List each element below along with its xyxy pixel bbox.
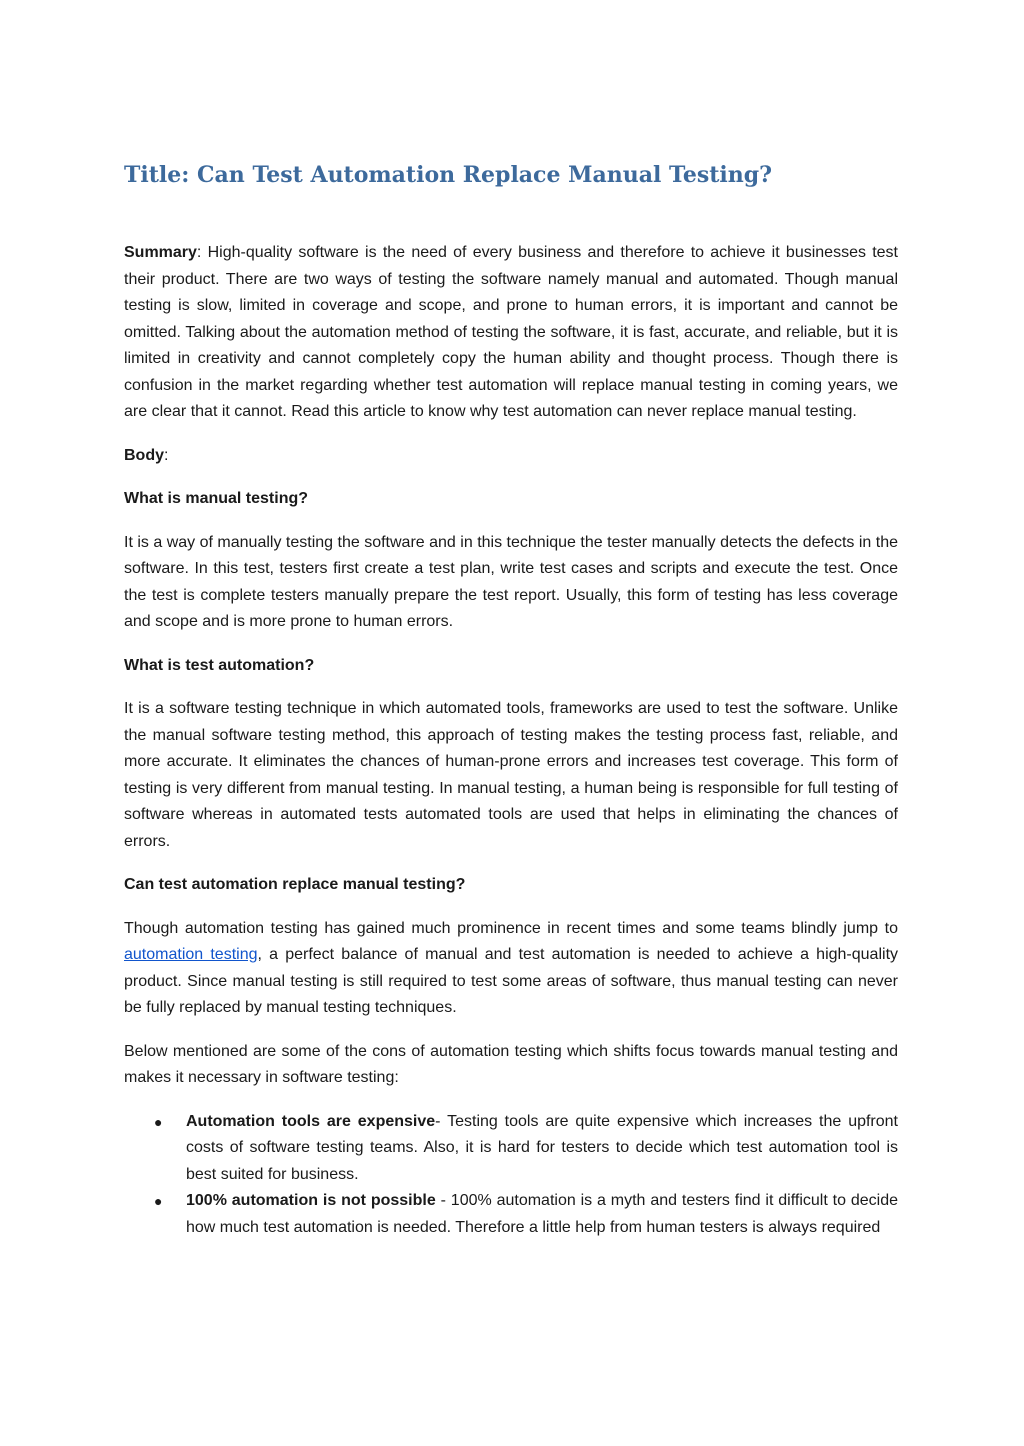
list-item [124, 1188, 898, 1241]
con-text: - Testing tools are quite expensive which increases the upfront costs of software testing teams. Also, it is hard for testers to decide which test automation tool is best suited for business. [186, 1112, 898, 1183]
section-heading-replace: Can test automation replace manual testing? [124, 876, 466, 893]
bullet-icon: ● [154, 1193, 163, 1209]
body-label-paragraph [124, 443, 898, 470]
body-colon: : [164, 446, 169, 464]
cons-list [124, 1109, 898, 1242]
section-heading-manual: What is manual testing? [124, 490, 309, 507]
body-label: Body [124, 446, 164, 464]
replace-text-before: Though automation testing has gained much prominence in recent times and some teams blindly jump to [124, 919, 898, 937]
page-title: Title: Can Test Automation Replace Manual Testing? [124, 162, 772, 188]
summary-label: Summary [124, 244, 197, 261]
con-title: 100% automation is not possible [186, 1192, 436, 1209]
summary-text: : High-quality software is the need of every business and therefore to achieve it businesses test their product. There are two ways of testing the software namely manual and automated. Though manual testing is slow, limited in coverage and scope, and prone to human errors, it is important and cannot be omitted. Talking about the automation method of testing the software, it is fast, accurate, and reliable, but it is limited in creativity and cannot completely copy the human ability and thought process. Though there is confusion in the market regarding whether test automation will replace manual testing in coming years, we are clear that it cannot. Read this article to know why test automation can never replace manual testing. [124, 244, 898, 420]
section-text-replace [124, 916, 898, 1022]
section-text-automation: It is a software testing technique in which automated tools, frameworks are used to test the software. Unlike the manual software testing method, this approach of testing makes the testing process fast, reliable, and more accurate. It eliminates the chances of human-prone errors and increases test coverage. This form of testing is very different from manual testing. In manual testing, a human being is responsible for full testing of software whereas in automated tests automated tools are used that helps in eliminating the chances of errors. [124, 700, 898, 850]
automation-testing-link[interactable]: automation testing [124, 946, 258, 963]
replace-text-after: , a perfect balance of manual and test automation is needed to achieve a high-quality product. Since manual testing is still required to test some areas of software, thus manual testing can never be fully replaced by manual testing techniques. [124, 946, 899, 1016]
section-text-manual: It is a way of manually testing the software and in this technique the tester manually detects the defects in the software. In this test, testers first create a test plan, write test cases and scripts and execute the test. Once the test is complete testers manually prepare the test report. Usually, this form of testing has less coverage and scope and is more prone to human errors. [124, 533, 898, 630]
section-heading-automation: What is test automation? [124, 656, 315, 674]
cons-intro: Below mentioned are some of the cons of automation testing which shifts focus towards manual testing and makes it necessary in software testing: [124, 1042, 898, 1086]
con-title: Automation tools are expensive [186, 1112, 436, 1130]
document-content [124, 240, 898, 1241]
bullet-icon: ● [154, 1113, 163, 1130]
summary-paragraph [124, 240, 898, 426]
list-item [124, 1109, 898, 1189]
con-text: - 100% automation is a myth and testers find it difficult to decide how much test automation is needed. Therefore a little help from human testers is always required [186, 1192, 899, 1236]
